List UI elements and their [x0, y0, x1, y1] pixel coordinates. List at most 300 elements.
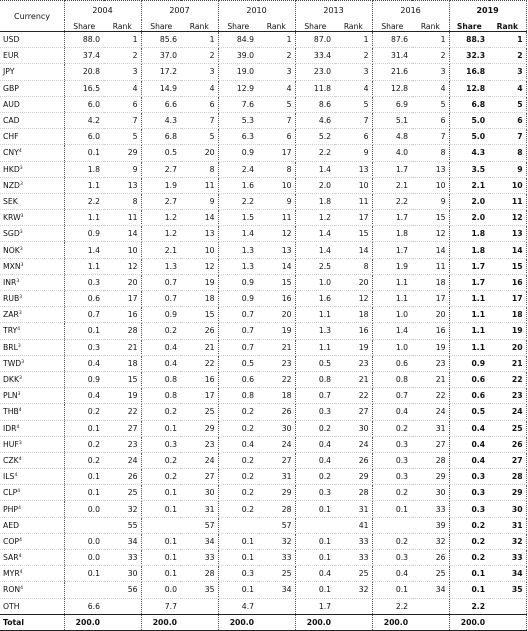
- currency-code-cell: [0, 258, 64, 274]
- rank-cell: 5: [412, 96, 449, 112]
- table-row: [0, 533, 526, 549]
- rank-cell: 3: [335, 64, 372, 80]
- currency-code: GBP: [3, 83, 19, 93]
- currency-code: MYR: [3, 569, 20, 579]
- share-cell: 0.1: [141, 533, 181, 549]
- share-cell: 1.1: [449, 339, 489, 355]
- share-cell: 0.8: [141, 388, 181, 404]
- currency-code-cell: [0, 226, 64, 242]
- year-header-row: [0, 1, 526, 21]
- rank-cell: 23: [335, 355, 372, 371]
- currency-code-cell: [0, 242, 64, 258]
- share-cell: 1.7: [449, 274, 489, 290]
- share-cell: 0.2: [141, 404, 181, 420]
- total-share-cell: 200.0: [295, 614, 335, 630]
- currency-code-cell: [0, 598, 64, 614]
- footnote-marker: 4: [17, 327, 21, 333]
- share-cell: 1.0: [372, 339, 412, 355]
- rank-column-header: Rank: [181, 20, 218, 32]
- rank-cell: 12: [104, 258, 141, 274]
- rank-cell: 32: [104, 501, 141, 517]
- share-cell: 0.9: [218, 274, 258, 290]
- share-cell: 0.2: [372, 485, 412, 501]
- currency-code-cell: [0, 533, 64, 549]
- footnote-marker: 3: [19, 165, 23, 171]
- share-cell: 8.6: [295, 96, 335, 112]
- share-cell: 39.0: [218, 48, 258, 64]
- rank-cell: 9: [104, 161, 141, 177]
- share-cell: 0.4: [64, 355, 104, 371]
- table-row: [0, 96, 526, 112]
- rank-cell: 32: [258, 533, 295, 549]
- share-cell: 23.0: [295, 64, 335, 80]
- table-row: [0, 420, 526, 436]
- table-row: [0, 371, 526, 387]
- rank-cell: [258, 598, 295, 614]
- rank-cell: 11: [104, 210, 141, 226]
- share-cell: 0.2: [218, 420, 258, 436]
- currency-code-cell: [0, 64, 64, 80]
- share-cell: 0.3: [64, 339, 104, 355]
- share-cell: 0.5: [218, 355, 258, 371]
- share-cell: 4.3: [449, 145, 489, 161]
- share-cell: 84.9: [218, 32, 258, 48]
- share-cell: 0.2: [64, 452, 104, 468]
- share-cell: 0.1: [449, 566, 489, 582]
- currency-column-header: Currency: [0, 1, 64, 32]
- table-row: [0, 129, 526, 145]
- share-cell: 0.2: [372, 533, 412, 549]
- currency-code: TWD: [3, 358, 22, 368]
- footnote-marker: 4: [14, 473, 18, 479]
- currency-code-cell: [0, 161, 64, 177]
- share-cell: 1.1: [372, 291, 412, 307]
- share-cell: 2.0: [295, 177, 335, 193]
- share-cell: 0.2: [218, 452, 258, 468]
- rank-cell: 29: [104, 145, 141, 161]
- currency-code: EUR: [3, 51, 19, 61]
- rank-cell: 8: [181, 161, 218, 177]
- rank-cell: 5: [104, 129, 141, 145]
- share-cell: 0.4: [64, 388, 104, 404]
- share-cell: 0.1: [295, 582, 335, 598]
- rank-cell: 34: [104, 533, 141, 549]
- currency-code: CNY: [3, 148, 19, 158]
- rank-cell: 21: [489, 355, 526, 371]
- share-cell: 0.5: [295, 355, 335, 371]
- rank-cell: 20: [412, 307, 449, 323]
- currency-code: CHF: [3, 132, 19, 142]
- share-cell: 11.8: [295, 80, 335, 96]
- footnote-marker: 3: [18, 440, 22, 446]
- footnote-marker: 3: [16, 278, 20, 284]
- currency-code-cell: [0, 129, 64, 145]
- share-cell: 0.1: [64, 420, 104, 436]
- share-cell: 1.8: [295, 193, 335, 209]
- share-column-header: Share: [449, 20, 489, 32]
- total-row: [0, 614, 526, 630]
- currency-code-cell: [0, 48, 64, 64]
- rank-cell: 27: [489, 452, 526, 468]
- currency-code: INR: [3, 277, 17, 287]
- rank-cell: 16: [335, 323, 372, 339]
- share-cell: 0.8: [372, 371, 412, 387]
- rank-cell: 19: [104, 388, 141, 404]
- rank-cell: 34: [181, 533, 218, 549]
- rank-cell: 28: [335, 485, 372, 501]
- currency-code-cell: [0, 210, 64, 226]
- share-cell: 1.4: [372, 323, 412, 339]
- rank-cell: 13: [412, 161, 449, 177]
- share-cell: 31.4: [372, 48, 412, 64]
- currency-code-cell: [0, 388, 64, 404]
- share-cell: 0.0: [64, 550, 104, 566]
- share-cell: 0.6: [449, 388, 489, 404]
- rank-cell: 19: [258, 323, 295, 339]
- rank-cell: 21: [335, 371, 372, 387]
- share-cell: 4.7: [218, 598, 258, 614]
- rank-cell: 14: [104, 226, 141, 242]
- footnote-marker: 3: [20, 262, 24, 268]
- currency-code: TRY: [3, 326, 18, 336]
- share-cell: 1.9: [141, 177, 181, 193]
- rank-cell: 19: [489, 323, 526, 339]
- rank-cell: 19: [335, 339, 372, 355]
- share-cell: 1.2: [295, 210, 335, 226]
- rank-cell: 1: [335, 32, 372, 48]
- rank-cell: 7: [258, 112, 295, 128]
- rank-column-header: Rank: [104, 20, 141, 32]
- share-rank-header-row: [0, 20, 526, 32]
- rank-cell: 23: [181, 436, 218, 452]
- share-cell: 2.1: [372, 177, 412, 193]
- share-cell: 0.7: [218, 339, 258, 355]
- footnote-marker: 4: [18, 554, 22, 560]
- table-row: [0, 210, 526, 226]
- share-cell: 1.9: [372, 258, 412, 274]
- currency-code: AED: [3, 520, 20, 530]
- share-cell: 4.8: [372, 129, 412, 145]
- share-cell: 33.4: [295, 48, 335, 64]
- rank-column-header: Rank: [258, 20, 295, 32]
- share-cell: [64, 582, 104, 598]
- rank-cell: 6: [412, 112, 449, 128]
- share-cell: 0.7: [141, 274, 181, 290]
- rank-cell: 8: [104, 193, 141, 209]
- table-row: [0, 404, 526, 420]
- total-rank-cell: [258, 614, 295, 630]
- share-cell: 0.3: [141, 436, 181, 452]
- share-cell: 1.8: [64, 161, 104, 177]
- share-cell: 0.1: [218, 533, 258, 549]
- share-cell: [218, 517, 258, 533]
- share-cell: 2.2: [64, 193, 104, 209]
- rank-cell: 29: [258, 485, 295, 501]
- share-cell: 0.9: [449, 355, 489, 371]
- rank-cell: 21: [412, 371, 449, 387]
- share-cell: 6.8: [449, 96, 489, 112]
- total-rank-cell: [335, 614, 372, 630]
- rank-cell: 13: [181, 226, 218, 242]
- currency-code: HUF: [3, 439, 19, 449]
- share-cell: 0.8: [295, 371, 335, 387]
- share-cell: 1.4: [218, 226, 258, 242]
- rank-cell: 27: [181, 469, 218, 485]
- share-cell: 0.7: [218, 307, 258, 323]
- rank-cell: 3: [412, 64, 449, 80]
- rank-cell: 17: [104, 291, 141, 307]
- rank-cell: 1: [489, 32, 526, 48]
- footnote-marker: 4: [18, 505, 21, 511]
- table-row: [0, 436, 526, 452]
- share-cell: 1.7: [295, 598, 335, 614]
- share-cell: 2.2: [372, 193, 412, 209]
- share-cell: 5.0: [449, 129, 489, 145]
- year-header: 2007: [141, 1, 218, 21]
- total-share-cell: 200.0: [449, 614, 489, 630]
- currency-code-cell: [0, 355, 64, 371]
- share-cell: 0.7: [218, 323, 258, 339]
- rank-cell: 24: [489, 404, 526, 420]
- share-cell: 0.1: [141, 485, 181, 501]
- currency-code: USD: [3, 35, 20, 45]
- rank-cell: 22: [181, 355, 218, 371]
- share-cell: 6.6: [141, 96, 181, 112]
- table-row: [0, 307, 526, 323]
- year-header: 2016: [372, 1, 449, 21]
- share-cell: 0.2: [372, 420, 412, 436]
- share-cell: 0.1: [372, 582, 412, 598]
- currency-code-cell: [0, 420, 64, 436]
- currency-code: ZAR: [3, 310, 19, 320]
- rank-cell: 55: [104, 517, 141, 533]
- share-cell: 4.3: [141, 112, 181, 128]
- rank-cell: 17: [489, 291, 526, 307]
- rank-cell: 3: [489, 64, 526, 80]
- currency-code: BRL: [3, 342, 18, 352]
- share-cell: 0.4: [141, 339, 181, 355]
- share-cell: 0.0: [64, 533, 104, 549]
- table-row: [0, 145, 526, 161]
- share-cell: 1.4: [295, 226, 335, 242]
- table-row: [0, 226, 526, 242]
- rank-cell: 18: [181, 291, 218, 307]
- rank-cell: 20: [104, 274, 141, 290]
- share-cell: 1.3: [218, 258, 258, 274]
- share-cell: 0.2: [295, 469, 335, 485]
- share-cell: 0.5: [141, 145, 181, 161]
- currency-code-cell: [0, 80, 64, 96]
- share-cell: 37.4: [64, 48, 104, 64]
- share-cell: 0.3: [372, 452, 412, 468]
- share-cell: 5.2: [295, 129, 335, 145]
- share-cell: 2.2: [372, 598, 412, 614]
- rank-cell: 57: [181, 517, 218, 533]
- rank-cell: 9: [335, 145, 372, 161]
- share-cell: 1.4: [295, 242, 335, 258]
- share-cell: 0.1: [449, 582, 489, 598]
- share-cell: 1.4: [295, 161, 335, 177]
- rank-cell: 12: [258, 226, 295, 242]
- rank-cell: 35: [181, 582, 218, 598]
- share-cell: 0.1: [218, 582, 258, 598]
- share-cell: 0.2: [449, 517, 489, 533]
- table-row: [0, 388, 526, 404]
- share-cell: 0.7: [295, 388, 335, 404]
- rank-cell: 24: [104, 452, 141, 468]
- currency-code: ILS: [3, 472, 15, 482]
- currency-code-cell: [0, 501, 64, 517]
- currency-code-cell: [0, 145, 64, 161]
- rank-cell: 32: [412, 533, 449, 549]
- rank-cell: 14: [335, 242, 372, 258]
- currency-code-cell: [0, 32, 64, 48]
- share-column-header: Share: [295, 20, 335, 32]
- rank-cell: 28: [181, 566, 218, 582]
- table-row: [0, 48, 526, 64]
- rank-cell: 16: [412, 323, 449, 339]
- rank-cell: 14: [412, 242, 449, 258]
- share-cell: 0.3: [218, 566, 258, 582]
- share-cell: 1.8: [449, 226, 489, 242]
- share-cell: 6.9: [372, 96, 412, 112]
- rank-cell: 22: [104, 404, 141, 420]
- table-row: [0, 161, 526, 177]
- rank-cell: 26: [258, 404, 295, 420]
- share-cell: 0.8: [141, 371, 181, 387]
- share-cell: 2.0: [449, 210, 489, 226]
- rank-cell: 23: [412, 355, 449, 371]
- share-cell: 0.1: [295, 533, 335, 549]
- table-row: [0, 517, 526, 533]
- share-cell: 0.3: [449, 485, 489, 501]
- rank-column-header: Rank: [412, 20, 449, 32]
- rank-column-header: Rank: [335, 20, 372, 32]
- share-cell: 0.2: [141, 323, 181, 339]
- currency-code: RON: [3, 585, 21, 595]
- rank-cell: 1: [104, 32, 141, 48]
- share-cell: 4.0: [372, 145, 412, 161]
- share-cell: 2.4: [218, 161, 258, 177]
- rank-cell: 13: [335, 161, 372, 177]
- share-cell: [141, 517, 181, 533]
- share-cell: 0.4: [449, 452, 489, 468]
- footnote-marker: 3: [21, 359, 25, 365]
- rank-cell: 22: [258, 371, 295, 387]
- rank-cell: 11: [412, 258, 449, 274]
- rank-cell: 27: [335, 404, 372, 420]
- share-cell: 21.6: [372, 64, 412, 80]
- footnote-marker: 3: [19, 295, 23, 301]
- rank-cell: 9: [181, 193, 218, 209]
- share-cell: 0.1: [64, 145, 104, 161]
- table-row: [0, 485, 526, 501]
- total-rank-cell: [181, 614, 218, 630]
- table-row: [0, 452, 526, 468]
- rank-cell: 30: [412, 485, 449, 501]
- footnote-marker: 3: [19, 181, 23, 187]
- table-row: [0, 323, 526, 339]
- share-cell: 0.1: [372, 501, 412, 517]
- share-cell: 0.1: [141, 420, 181, 436]
- rank-cell: 30: [181, 485, 218, 501]
- share-cell: 1.1: [449, 323, 489, 339]
- rank-cell: 28: [258, 501, 295, 517]
- footnote-marker: 3: [20, 214, 24, 220]
- share-cell: 0.1: [141, 501, 181, 517]
- rank-cell: 14: [258, 258, 295, 274]
- rank-cell: 29: [335, 469, 372, 485]
- rank-cell: 7: [489, 129, 526, 145]
- rank-cell: 29: [412, 469, 449, 485]
- table-row: [0, 242, 526, 258]
- share-cell: 2.5: [295, 258, 335, 274]
- share-cell: 0.3: [372, 550, 412, 566]
- share-cell: 88.3: [449, 32, 489, 48]
- share-cell: 6.3: [218, 129, 258, 145]
- share-cell: 5.0: [449, 112, 489, 128]
- share-cell: 5.3: [218, 112, 258, 128]
- rank-cell: 6: [181, 96, 218, 112]
- rank-cell: 15: [412, 210, 449, 226]
- share-cell: 0.9: [218, 291, 258, 307]
- rank-cell: 33: [104, 550, 141, 566]
- rank-cell: 26: [104, 469, 141, 485]
- table-row: [0, 177, 526, 193]
- share-cell: 2.2: [218, 193, 258, 209]
- rank-cell: 4: [489, 80, 526, 96]
- rank-cell: 16: [258, 291, 295, 307]
- rank-cell: 28: [412, 452, 449, 468]
- share-cell: 0.2: [295, 420, 335, 436]
- rank-cell: 30: [104, 566, 141, 582]
- currency-code: DKK: [3, 375, 20, 385]
- rank-cell: 14: [181, 210, 218, 226]
- currency-code: RUB: [3, 294, 20, 304]
- share-cell: 17.2: [141, 64, 181, 80]
- rank-cell: 6: [335, 129, 372, 145]
- rank-column-header: Rank: [489, 20, 526, 32]
- rank-cell: 16: [104, 307, 141, 323]
- rank-cell: 5: [258, 96, 295, 112]
- currency-code-cell: [0, 452, 64, 468]
- currency-code: JPY: [3, 67, 15, 77]
- table-row: [0, 469, 526, 485]
- table-row: [0, 550, 526, 566]
- share-cell: 1.3: [218, 242, 258, 258]
- rank-cell: 26: [181, 323, 218, 339]
- share-cell: 6.8: [141, 129, 181, 145]
- total-rank-cell: [104, 614, 141, 630]
- rank-cell: 25: [489, 420, 526, 436]
- rank-cell: 30: [258, 420, 295, 436]
- currency-code-cell: [0, 566, 64, 582]
- rank-cell: 1: [181, 32, 218, 48]
- share-cell: 1.1: [64, 177, 104, 193]
- share-cell: 1.7: [372, 161, 412, 177]
- total-share-cell: 200.0: [218, 614, 258, 630]
- footnote-marker: 4: [16, 424, 20, 430]
- share-cell: 0.2: [218, 485, 258, 501]
- currency-code-cell: [0, 436, 64, 452]
- rank-cell: 21: [181, 339, 218, 355]
- rank-cell: 9: [412, 193, 449, 209]
- rank-cell: 29: [489, 485, 526, 501]
- currency-code-cell: [0, 193, 64, 209]
- currency-code: NOK: [3, 245, 20, 255]
- table-row: [0, 598, 526, 614]
- rank-cell: 7: [104, 112, 141, 128]
